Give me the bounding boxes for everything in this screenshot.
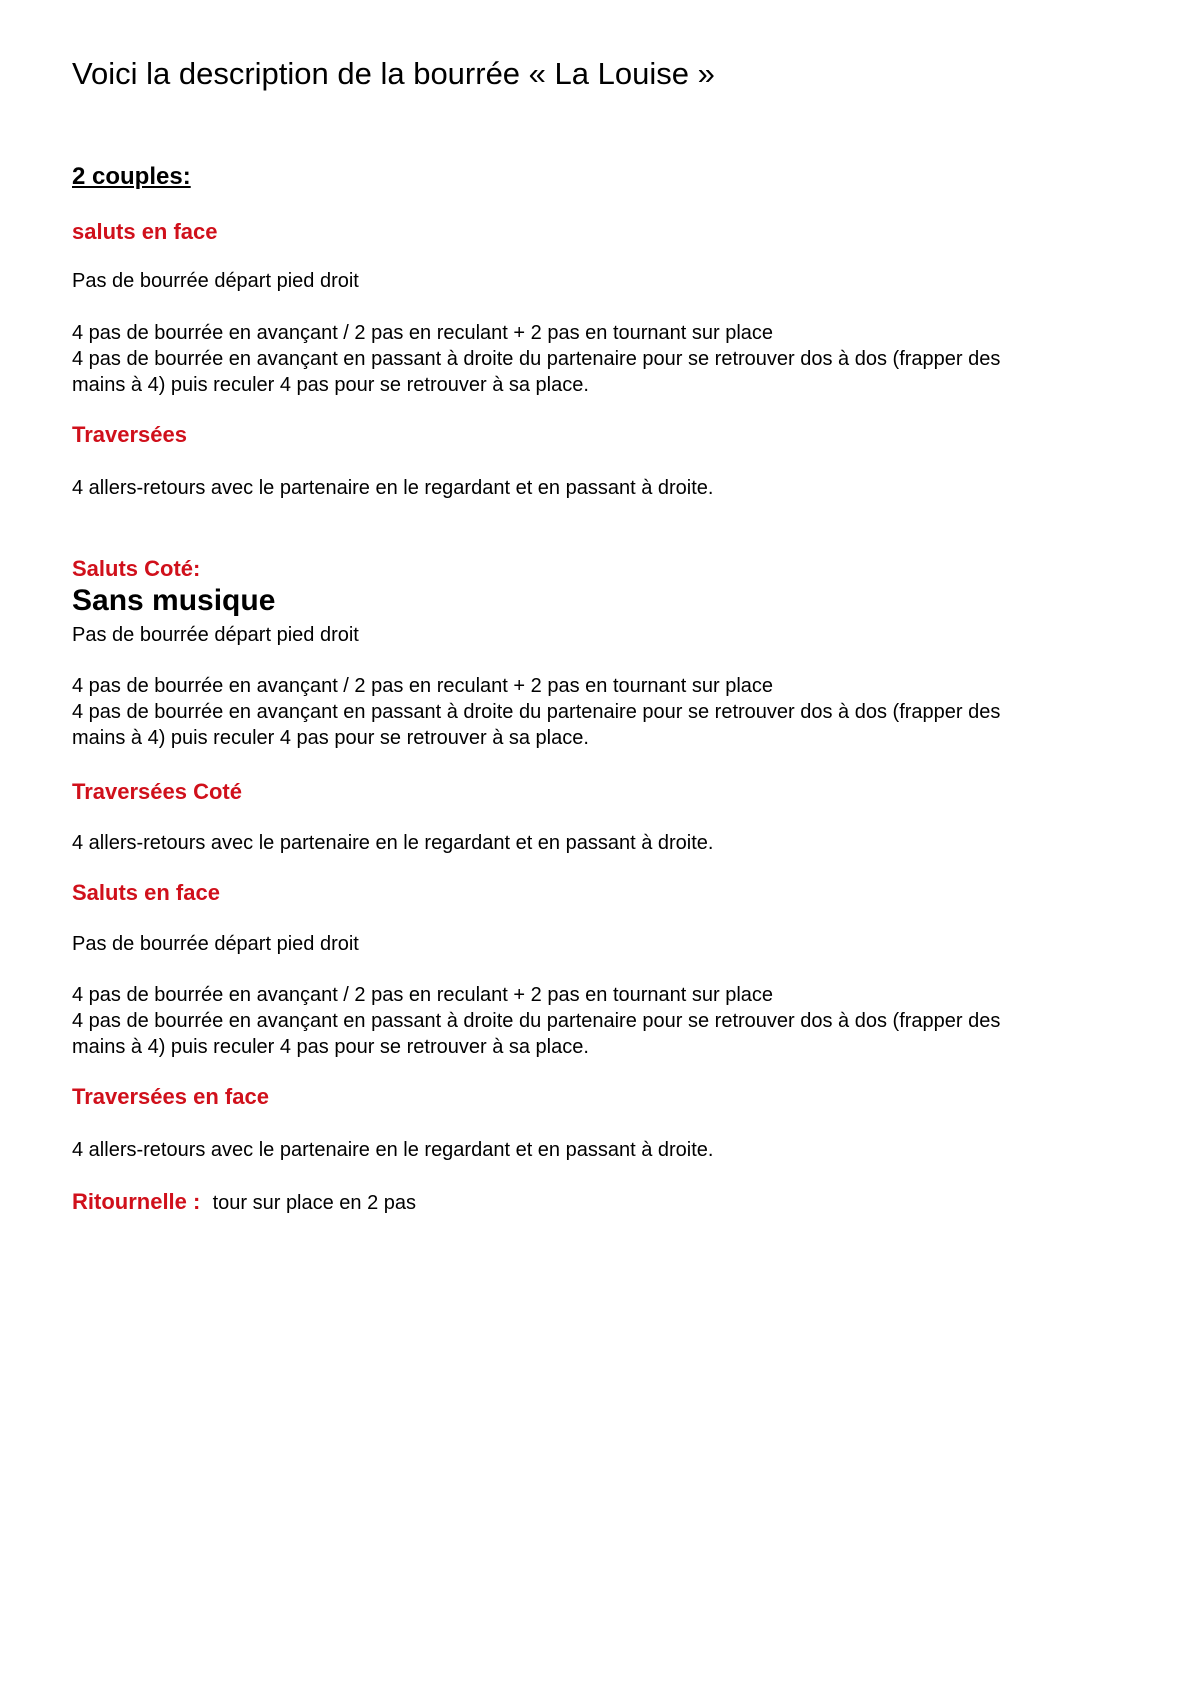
- ritournelle-label: Ritournelle :: [72, 1189, 201, 1214]
- ritournelle-text: tour sur place en 2 pas: [212, 1192, 417, 1214]
- section-text: 4 allers-retours avec le partenaire en le regardant et en passant à droite.: [72, 477, 714, 499]
- section-line: 4 pas de bourrée en avançant en passant à droite du partenaire pour se retrouver dos à dos (frapper des: [72, 701, 1001, 723]
- section-line: 4 pas de bourrée en avançant / 2 pas en reculant + 2 pas en tournant sur place: [72, 322, 774, 344]
- section-intro: Pas de bourrée départ pied droit: [72, 270, 359, 292]
- section-heading: saluts en face: [72, 219, 218, 244]
- section-heading: Saluts en face: [72, 880, 220, 905]
- section-heading: Traversées: [72, 422, 187, 447]
- section-line: 4 pas de bourrée en avançant en passant à droite du partenaire pour se retrouver dos à dos (frapper des: [72, 1010, 1001, 1032]
- section-line: 4 pas de bourrée en avançant en passant à droite du partenaire pour se retrouver dos à dos (frapper des: [72, 348, 1001, 370]
- section-intro: Pas de bourrée départ pied droit: [72, 933, 359, 955]
- section-line: mains à 4) puis reculer 4 pas pour se retrouver à sa place.: [72, 727, 589, 749]
- section-intro: Pas de bourrée départ pied droit: [72, 624, 359, 646]
- section-line: mains à 4) puis reculer 4 pas pour se retrouver à sa place.: [72, 1036, 589, 1058]
- group-heading: 2 couples:: [72, 163, 191, 190]
- section-line: 4 pas de bourrée en avançant / 2 pas en reculant + 2 pas en tournant sur place: [72, 675, 774, 697]
- section-line: mains à 4) puis reculer 4 pas pour se retrouver à sa place.: [72, 374, 589, 396]
- ritournelle-line: [72, 1189, 416, 1216]
- section-subheading: Sans musique: [72, 584, 276, 617]
- section-heading: Traversées en face: [72, 1084, 269, 1109]
- section-line: 4 pas de bourrée en avançant / 2 pas en reculant + 2 pas en tournant sur place: [72, 984, 774, 1006]
- section-text: 4 allers-retours avec le partenaire en le regardant et en passant à droite.: [72, 1139, 714, 1161]
- section-heading: Traversées Coté: [72, 779, 242, 804]
- document-title: Voici la description de la bourrée « La Louise »: [72, 56, 715, 91]
- section-text: 4 allers-retours avec le partenaire en le regardant et en passant à droite.: [72, 832, 714, 854]
- section-heading: Saluts Coté:: [72, 556, 201, 581]
